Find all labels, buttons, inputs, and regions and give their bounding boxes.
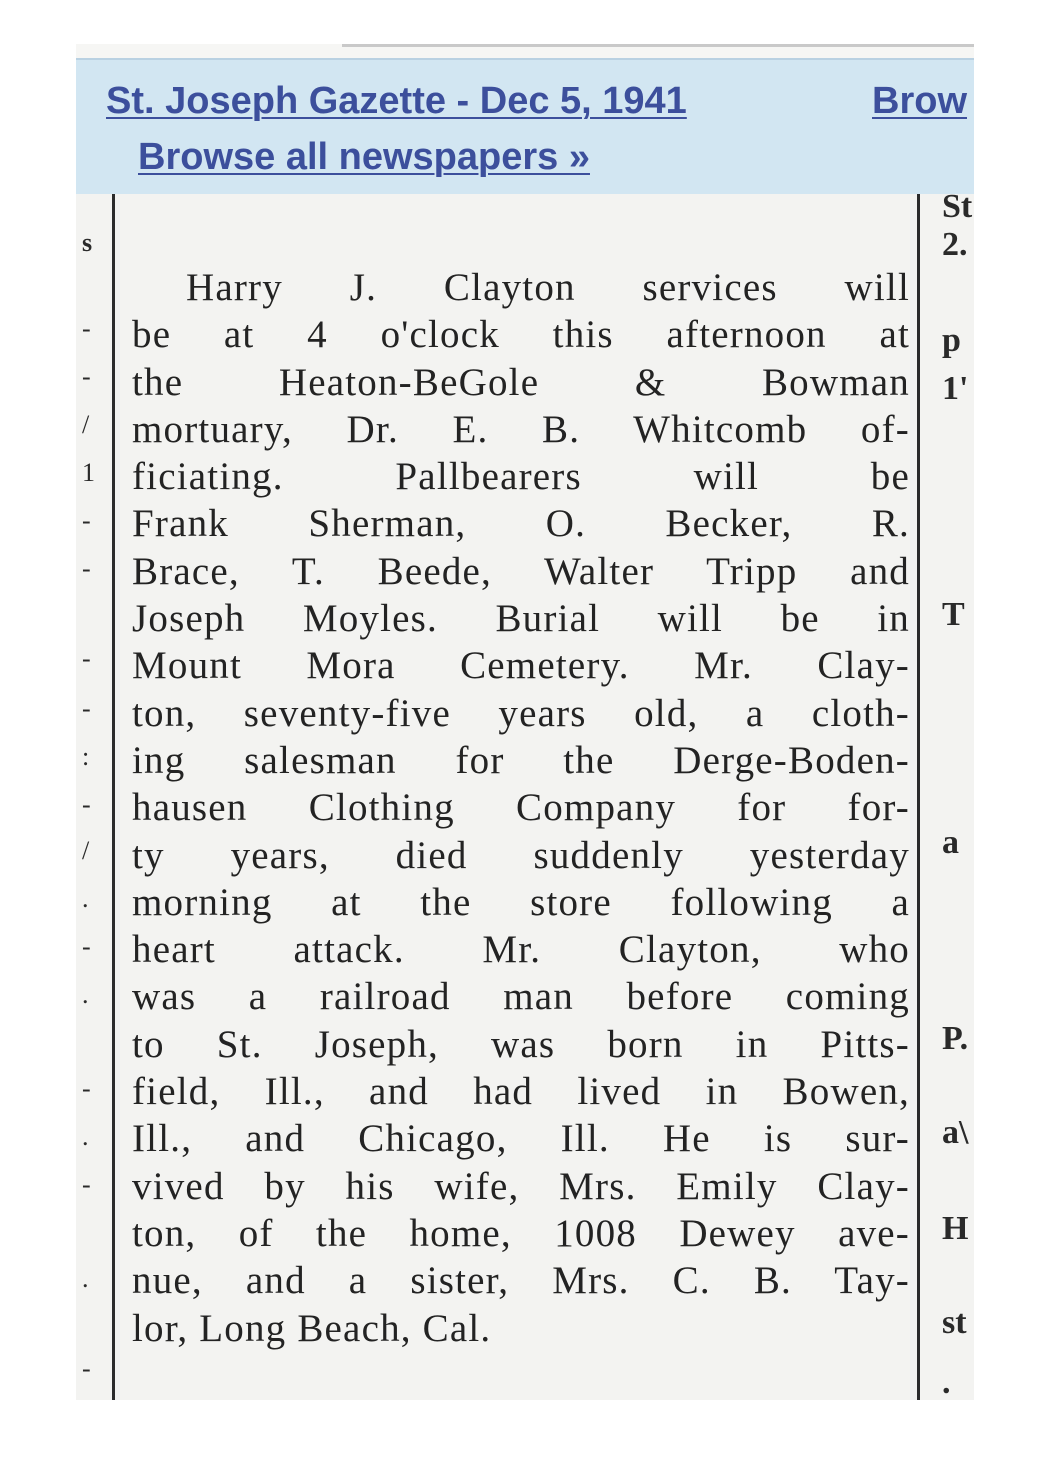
left-fragment: . bbox=[82, 980, 89, 1009]
article-line: Ill., and Chicago, Ill. He is sur- bbox=[132, 1117, 910, 1161]
article-line: Harry J. Clayton services will bbox=[186, 266, 910, 309]
article-line: vived by his wife, Mrs. Emily Clay- bbox=[132, 1164, 910, 1208]
left-fragment: . bbox=[82, 1264, 89, 1293]
top-border-line bbox=[342, 44, 974, 47]
article-line: Frank Sherman, O. Becker, R. bbox=[132, 502, 910, 546]
right-fragment: 1' bbox=[942, 370, 969, 407]
right-fragment: p bbox=[942, 322, 961, 359]
article-line: Mount Mora Cemetery. Mr. Clay- bbox=[132, 644, 910, 688]
left-fragment: - bbox=[82, 506, 91, 535]
left-fragment: / bbox=[82, 410, 90, 439]
left-fragment: - bbox=[82, 1354, 91, 1383]
right-fragment: st bbox=[942, 1304, 967, 1341]
right-fragment: . bbox=[942, 1364, 951, 1400]
left-fragment: - bbox=[82, 932, 91, 961]
article-line: ty years, died suddenly yesterday bbox=[132, 833, 910, 877]
column-rule-left bbox=[112, 194, 115, 1400]
article-line: hausen Clothing Company for for- bbox=[132, 786, 910, 830]
article-line: nue, and a sister, Mrs. C. B. Tay- bbox=[132, 1259, 910, 1303]
article-line: ficiating. Pallbearers will be bbox=[132, 455, 910, 499]
article-line: Joseph Moyles. Burial will be in bbox=[132, 597, 910, 641]
article-line: was a railroad man before coming bbox=[132, 975, 910, 1019]
right-fragment: P. bbox=[942, 1020, 969, 1057]
left-fragment: - bbox=[82, 694, 91, 723]
browse-issue-link[interactable]: Brow bbox=[872, 80, 967, 122]
left-fragment: - bbox=[82, 1074, 91, 1103]
newsprint-page bbox=[76, 188, 974, 1400]
left-fragment: 1 bbox=[82, 458, 95, 487]
left-fragment: - bbox=[82, 314, 91, 343]
left-fragment: . bbox=[82, 884, 89, 913]
column-rule-right bbox=[917, 194, 920, 1400]
article-line: ton, of the home, 1008 Dewey ave- bbox=[132, 1211, 910, 1255]
newspaper-issue-link[interactable]: St. Joseph Gazette - Dec 5, 1941 bbox=[106, 80, 687, 122]
left-fragment: - bbox=[82, 362, 91, 391]
article-line: the Heaton-BeGole & Bowman bbox=[132, 360, 910, 404]
article-line: heart attack. Mr. Clayton, who bbox=[132, 928, 910, 972]
left-fragment: - bbox=[82, 1170, 91, 1199]
article-line: lor, Long Beach, Cal. bbox=[132, 1306, 492, 1350]
adjacent-column-left-fragments bbox=[78, 224, 106, 1384]
left-fragment: : bbox=[82, 742, 90, 771]
left-fragment: - bbox=[82, 554, 91, 583]
article-line: ing salesman for the Derge-Boden- bbox=[132, 738, 910, 782]
left-fragment: - bbox=[82, 644, 91, 673]
right-fragment: a\ bbox=[942, 1114, 969, 1151]
browse-all-newspapers-link[interactable]: Browse all newspapers » bbox=[138, 136, 590, 178]
right-fragment: H bbox=[942, 1210, 969, 1247]
article-line: Brace, T. Beede, Walter Tripp and bbox=[132, 549, 910, 593]
right-fragment: St bbox=[942, 188, 973, 225]
article-line: be at 4 o'clock this afternoon at bbox=[132, 313, 910, 357]
newspaper-clipping bbox=[76, 44, 974, 1400]
left-fragment: - bbox=[82, 790, 91, 819]
adjacent-column-right-fragments bbox=[942, 188, 974, 1400]
right-fragment: 2. bbox=[942, 226, 968, 263]
article-line: morning at the store following a bbox=[132, 880, 910, 924]
left-fragment: / bbox=[82, 836, 90, 865]
left-fragment: . bbox=[82, 1122, 89, 1151]
article-line: field, Ill., and had lived in Bowen, bbox=[132, 1070, 910, 1114]
obituary-article bbox=[132, 264, 910, 1352]
article-line: mortuary, Dr. E. B. Whitcomb of- bbox=[132, 407, 910, 451]
right-fragment: T bbox=[942, 596, 965, 633]
article-line: to St. Joseph, was born in Pitts- bbox=[132, 1022, 910, 1066]
article-line: ton, seventy-five years old, a cloth- bbox=[132, 691, 910, 735]
right-fragment: a bbox=[942, 824, 959, 861]
left-fragment: s bbox=[82, 228, 93, 257]
